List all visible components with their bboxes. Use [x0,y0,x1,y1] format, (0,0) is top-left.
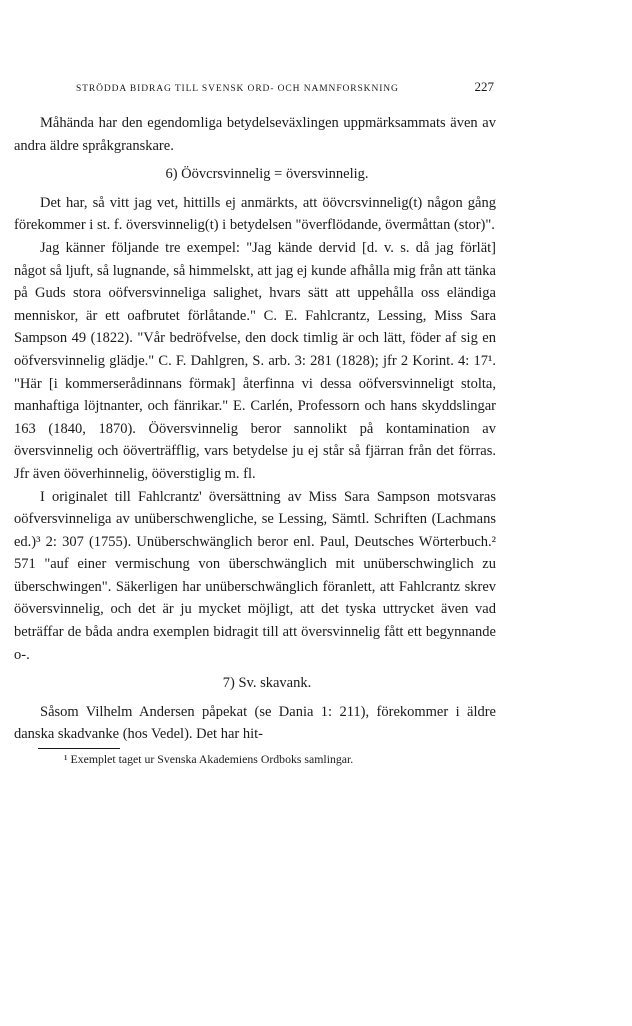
running-head: STRÖDDA BIDRAG TILL SVENSK ORD- OCH NAMNFORSKNING [76,84,399,94]
section-6-paragraph-1: Det har, så vitt jag vet, hittills ej anmärkts, att öövcrsvinnelig(t) någon gång förekommer i st. f. översvinnelig(t) i betydelsen "överflödande, övermåttan (stor)". [14,194,496,234]
section-6-heading: 6) Öövcrsvinnelig = översvinnelig. [165,166,369,183]
book-page [14,78,496,767]
section-7-heading: 7) Sv. skavank. [222,675,312,692]
section-6-paragraph-3: I originalet till Fahlcrantz' översättning av Miss Sara Sampson motsvaras oöfversvinneliga av unüberschwengliche, se Lessing, Sämtl. Schriften (Lachmans ed.)³ 2: 307 (1755). Unüberschwänglich beror enl. Paul, Deutsches Wörterbuch.² 571 "auf einer vermischung von überschwänglich mit unüberschwinglich zu überschwingen". Säkerligen har unüberschwänglich föranlett, att Fahlcrantz skrev ööversvinnelig, och det är ju mycket möjligt, att det tyska uttrycket även vad beträffar de båda andra exemplen bidragit till att översvinnelig fått ett begynnande o-. [14,488,496,663]
footnote-divider [38,748,120,749]
section-7-paragraph-1: Såsom Vilhelm Andersen påpekat (se Dania 1: 211), förekommer i äldre danska skadvanke (hos Vedel). Det har hit- [14,703,496,743]
footnote: ¹ Exemplet taget ur Svenska Akademiens Ordboks samlingar. [64,752,354,767]
intro-paragraph: Måhända har den egendomliga betydelseväxlingen uppmärksammats även av andra äldre språkgranskare. [14,115,496,154]
section-6-paragraph-2: Jag känner följande tre exempel: "Jag kände dervid [d. v. s. då jag förlät] något så ljuft, så lugnande, så himmelskt, att jag ej kunde afhålla mig från att tänka på Guds stora oöfversvinneliga salighet, hvars sätt att uppehålla oss eländiga menniskor, är ett oafbrutet förlåtande." C. E. Fahlcrantz, Lessing, Miss Sara Sampson 49 (1822). "Vår bedröfvelse, den dock timlig är och lätt, föder af sig en oöfversvinnelig glädje." C. F. Dahlgren, S. arb. 3: 281 (1828); jfr 2 Korint. 4: 17¹. "Här [i kommerserådinnans förmak] återfinna vi dessa oöfversvinneligt stolta, manhaftiga löjtnanter, och fänrikar." E. Carlén, Professorn och hans skyddslingar 163 (1840, 1870). Ööversvinnelig beror sannolikt på kontamination av översvinnelig och ööverträfflig, vars betydelse ju ej står så fjärran från det förras. Jfr även ööverhinnelig, ööverstiglig m. fl. [14,239,496,482]
page-header [14,78,496,98]
page-number: 227 [474,79,494,94]
